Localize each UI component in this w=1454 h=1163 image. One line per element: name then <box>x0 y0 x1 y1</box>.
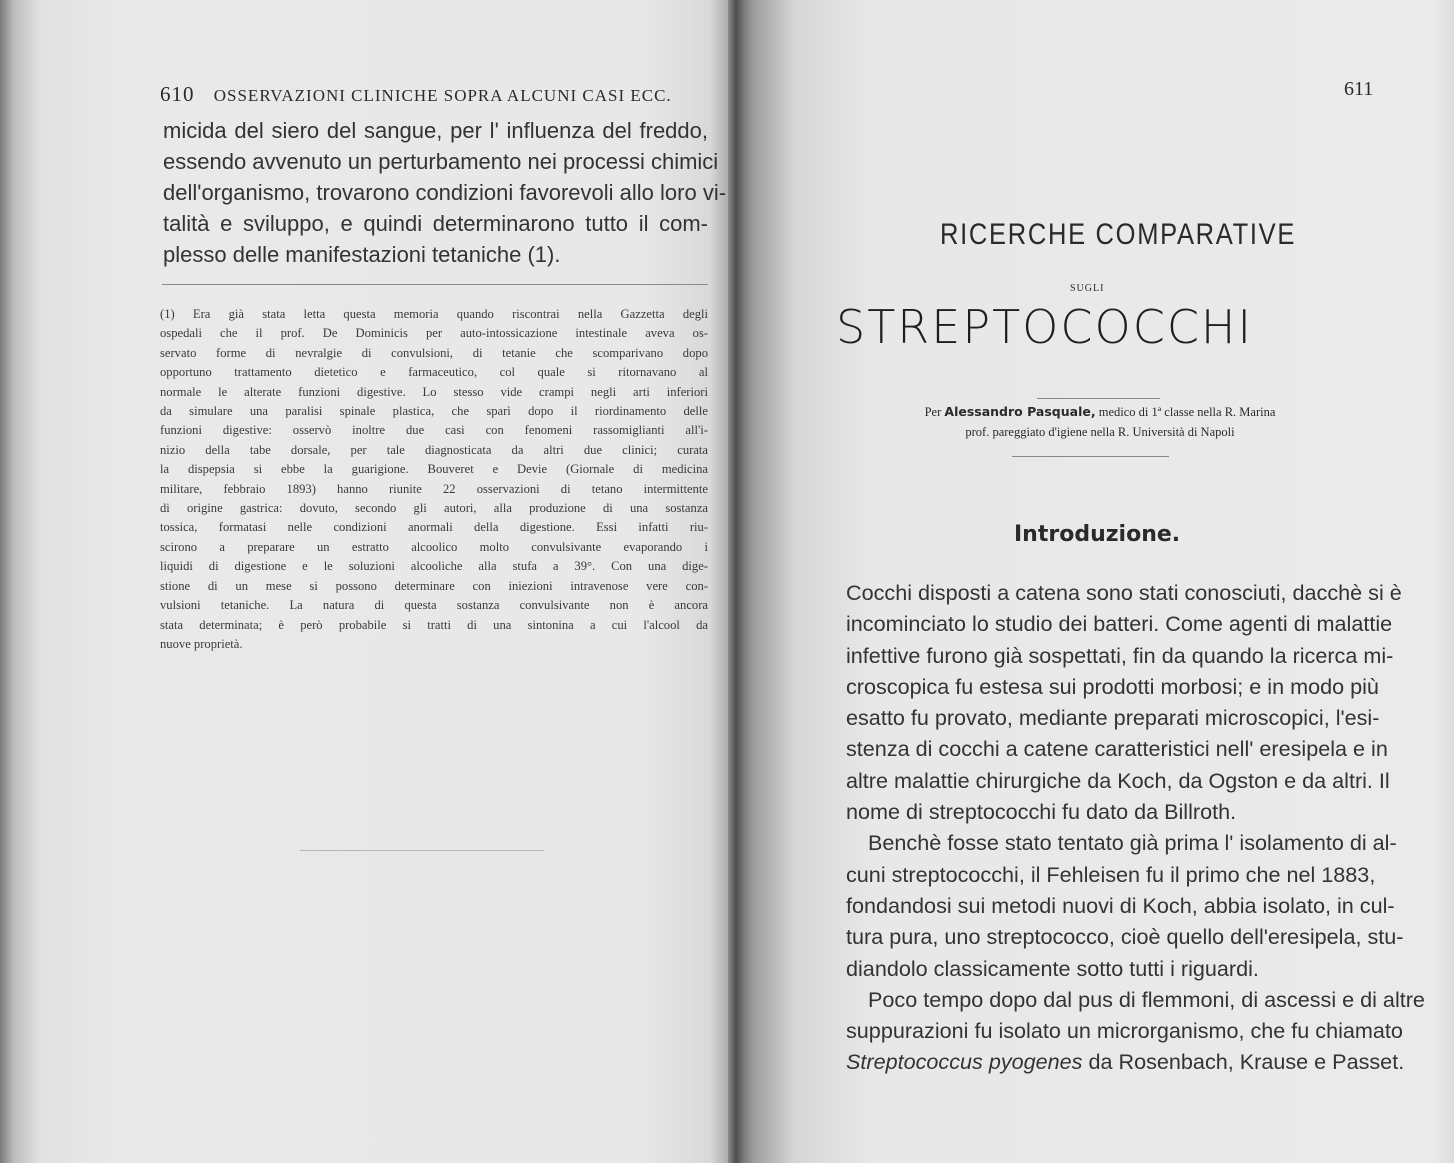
body-line: croscopica fu estesa sui prodotti morbosi; e in modo più <box>846 673 1379 699</box>
footnote-rule <box>162 284 708 285</box>
footnote-line: servato forme di nevralgie di convulsioni, di tetanie che scomparivano dopo <box>160 345 708 360</box>
page-number-left: 610 <box>160 82 195 106</box>
body-line: talità e sviluppo, e quindi determinarono tutto il com- <box>163 211 708 236</box>
body-line: Cocchi disposti a catena sono stati conosciuti, dacchè si è <box>846 580 1402 605</box>
footnote-line: di origine gastrica: dovuto, secondo gli autori, alla produzione di una sostanza <box>160 501 708 516</box>
article-title: RICERCHE COMPARATIVE <box>940 218 1297 251</box>
body-line: infettive furono già sospettati, fin da quando la ricerca mi- <box>846 642 1394 668</box>
book-gutter <box>728 0 744 1163</box>
body-line-final <box>846 1046 1405 1077</box>
footnote-line: la dispepsia si ebbe la guarigione. Bouveret e Devie (Giornale di medicina <box>160 462 708 477</box>
footnote-line: tossica, formatasi nelle condizioni anormali della digestione. Essi infatti riu- <box>160 520 708 535</box>
body-line: fondandosi sui metodi nuovi di Koch, abbia isolato, in cul- <box>846 892 1395 918</box>
footnote-line: funzioni digestive: osservò inoltre due casi con fenomeni rassomiglianti all'i- <box>160 423 708 438</box>
footnote-line: ospedali che il prof. De Dominicis per auto-intossicazione intestinale aveva os- <box>160 326 708 341</box>
body-line: incominciato lo studio dei batteri. Come agenti di malattie <box>846 611 1393 637</box>
footnote-line: stata determinata; è però probabile si tratti di una sintonina a cui l'alcool da <box>160 617 708 632</box>
species-name: Streptococcus pyogenes <box>846 1049 1083 1075</box>
page-end-rule <box>300 850 544 851</box>
body-line: cuni streptococchi, il Fehleisen fu il primo che nel 1883, <box>846 861 1376 887</box>
body-line: micida del siero del sangue, per l' influenza del freddo, <box>163 118 708 143</box>
footnote-line: opportuno trattamento dietetico e farmaceutico, col quale si ritornavano al <box>160 365 708 380</box>
footnote-line: (1) Era già stata letta questa memoria quando riscontrai nella Gazzetta degli <box>160 307 708 321</box>
article-subject: STREPTOCOCCHI <box>836 300 1254 354</box>
footnote-line: liquidi di digestione e le soluzioni alcooliche alla stufa a 39°. Con una dige- <box>160 559 708 574</box>
footnote <box>160 305 708 654</box>
body-line: nome di streptococchi fu dato da Billroth. <box>846 799 1237 825</box>
body-line: dell'organismo, trovarono condizioni favorevoli allo loro vi- <box>163 180 727 205</box>
body-line: suppurazioni fu isolato un microrganismo, che fu chiamato <box>846 1018 1403 1044</box>
footnote-line: da simulare una paralisi spinale plastica, che sparì dopo il riordinamento delle <box>160 404 708 419</box>
title-connector: SUGLI <box>1070 283 1105 294</box>
section-heading: Introduzione. <box>1014 522 1181 547</box>
footnote-line: stione di un mese si possono determinare con iniezioni intravenose vere con- <box>160 578 708 593</box>
author-prefix: Per <box>924 405 942 419</box>
body-line: altre malattie chirurgiche da Koch, da Ogston e da altri. Il <box>846 767 1390 793</box>
author-line-2: prof. pareggiato d'igiene nella R. Università di Napoli <box>965 425 1235 439</box>
author-line-1 <box>840 402 1360 422</box>
body-line: plesso delle manifestazioni tetaniche (1). <box>163 242 561 267</box>
footnote-line: nuove proprietà. <box>160 636 243 651</box>
page-number-right: 611 <box>1344 78 1374 100</box>
author-title: medico di 1ª classe nella R. Marina <box>1098 405 1276 419</box>
footnote-line: scirono a preparare un estratto alcoolico molto convulsivante evaporando i <box>160 539 708 554</box>
body-line: stenza di cocchi a catene caratteristici nell' eresipela e in <box>846 736 1388 762</box>
running-head-title: OSSERVAZIONI CLINICHE SOPRA ALCUNI CASI ECC. <box>213 86 672 105</box>
author-block <box>840 402 1360 442</box>
footnote-line: normale le alterate funzioni digestive. Lo stesso vide crampi negli arti inferiori <box>160 384 708 399</box>
footnote-line: nizio della tabe dorsale, per tale diagnosticata da altri due clinici; curata <box>160 442 708 457</box>
title-rule <box>1037 398 1160 399</box>
body-line: Poco tempo dopo dal pus di flemmoni, di ascessi e di altre <box>868 986 1425 1012</box>
footnote-line: vulsioni tetaniche. La natura di questa sostanza convulsivante non è ancora <box>160 598 708 613</box>
running-head <box>160 82 672 107</box>
body-line-rest: da Rosenbach, Krause e Passet. <box>1088 1049 1405 1075</box>
body-line: tura pura, uno streptococco, cioè quello dell'eresipela, stu- <box>846 924 1404 950</box>
body-line: diandolo classicamente sotto tutti i riguardi. <box>846 955 1259 981</box>
author-rule <box>1012 456 1169 457</box>
author-name: Alessandro Pasquale, <box>944 404 1096 419</box>
body-line: Benchè fosse stato tentato già prima l' isolamento di al- <box>868 830 1397 856</box>
right-body-text <box>846 577 1425 1078</box>
body-line: essendo avvenuto un perturbamento nei processi chimici <box>163 149 719 174</box>
left-body-text <box>163 115 727 270</box>
footnote-line: militare, febbraio 1893) hanno riunite 22 osservazioni di tetano intermittente <box>160 481 708 496</box>
body-line: esatto fu provato, mediante preparati microscopici, l'esi- <box>846 705 1380 731</box>
